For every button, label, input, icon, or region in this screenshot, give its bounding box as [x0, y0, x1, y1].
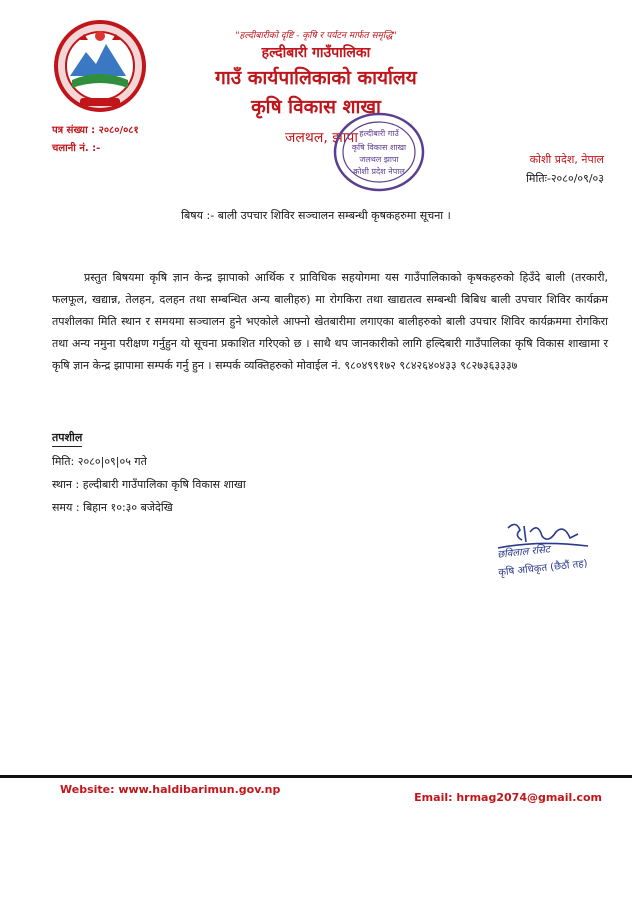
section-name: कृषि विकास शाखा [251, 96, 381, 118]
letter-date: मितिः-२०८०/०९/०३ [526, 172, 604, 185]
signatory-title: कृषि अधिकृत (छैठौं तह) [497, 558, 589, 579]
signatory-name: छविलाल रसिट [496, 544, 551, 561]
notice-body [52, 267, 608, 377]
office-stamp [330, 110, 428, 194]
office-name: गाउँ कार्यपालिकाको कार्यालय [215, 67, 417, 89]
office-place: जलथल, झापा [285, 130, 359, 146]
dispatch-number: चलानी नं. :- [52, 143, 101, 154]
details-venue: स्थान : हल्दीबारी गाउँपालिका कृषि विकास शाखा [52, 478, 246, 491]
footer-email: Email: hrmag2074@gmail.com [414, 791, 602, 804]
details-heading: तपशील [52, 430, 82, 447]
stamp-line-2: कृषि विकास शाखा [351, 143, 407, 152]
details-time: समय : बिहान १०:३० बजेदेखि [52, 501, 173, 514]
reference-number: पत्र संख्या : २०८०/०८१ [52, 125, 139, 136]
details-date: मिति: २०८०|०९|०५ गते [52, 455, 147, 468]
footer-website: Website: www.haldibarimun.gov.np [60, 783, 281, 796]
subject-line: बिषय :- बाली उपचार शिविर सञ्चालन सम्बन्धी कृषकहरुमा सूचना । [181, 209, 451, 222]
body-paragraph: प्रस्तुत बिषयमा कृषि ज्ञान केन्द्र झापाको आर्थिक र प्राविधिक सहयोगमा यस गाउँपालिकाको कृषकहरुको हिउँदे बाली (तरकारी, फलफूल, खद्यान्न, तेलहन, दलहन तथा सम्बन्धित अन्य बालीहरु) मा रोगकिरा तथा खाद्यतत्व सम्बन्धी बिबिध बाली उपचार शिविर कार्यक्रम तपशीलका मिति स्थान र समयमा सञ्चालन हुने भएकोले आफ्नो खेतबारीमा लगाएका बालीहरुको बाली उपचार शिविर कार्यक्रममा रोगकिरा तथा अन्य नमुना परीक्षण गर्नुहुन यो सूचना प्रकाशित गरिएको छ । साथै थप जानकारीको लागि हल्दिबारी गाउँपालिका कृषि विकास शाखामा र कृषि ज्ञान केन्द्र झापामा सम्पर्क गर्नु हुन । सम्पर्क व्यक्तिहरुको मोवाईल नं. ९८०४९९१७२ ९८४२६४०४३३ ९८२७३६३३३७ [52, 271, 608, 372]
province: कोशी प्रदेश, नेपाल [529, 153, 604, 166]
stamp-line-1: हल्दीबारी गाउँ [359, 129, 399, 138]
footer-rule [0, 775, 632, 778]
motto: "हल्दीबारीको दृष्टि - कृषि र पर्यटन मार्फत समृद्धि" [235, 31, 397, 41]
municipality-name: हल्दीबारी गाउँपालिका [261, 45, 371, 61]
stamp-line-4: कोशी प्रदेश नेपाल [353, 167, 405, 176]
stamp-line-3: जलथल झापा [359, 155, 399, 164]
